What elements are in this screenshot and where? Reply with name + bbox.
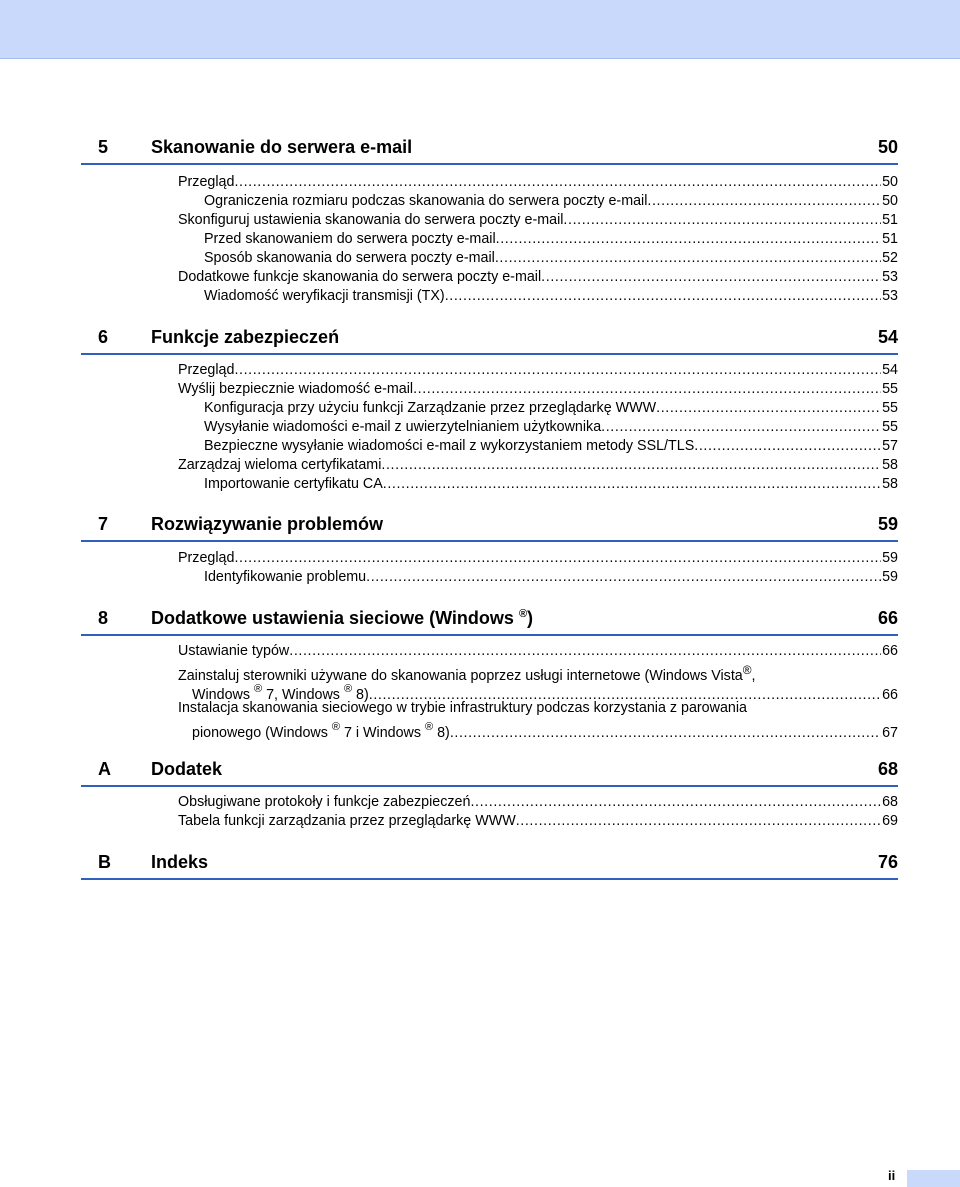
entry-text: Skonfiguruj ustawienia skanowania do serwera poczty e-mail bbox=[178, 212, 564, 228]
entry-page: 53 bbox=[882, 269, 898, 285]
chapter-page: 66 bbox=[877, 608, 898, 628]
leader-dots bbox=[496, 230, 881, 249]
leader-dots bbox=[647, 192, 881, 211]
chapter-number: 8 bbox=[98, 608, 109, 628]
chapter-page: 76 bbox=[877, 852, 898, 872]
toc-entry-multiline[interactable] bbox=[178, 699, 898, 741]
toc-entry[interactable] bbox=[178, 361, 898, 380]
entry-page: 53 bbox=[882, 288, 898, 304]
leader-dots bbox=[541, 268, 881, 287]
toc-entry[interactable] bbox=[204, 568, 898, 587]
leader-dots bbox=[470, 793, 881, 812]
entry-page: 55 bbox=[882, 381, 898, 397]
toc-entry[interactable] bbox=[178, 793, 898, 812]
leader-dots bbox=[601, 418, 881, 437]
chapter-page: 68 bbox=[877, 759, 898, 779]
entry-page: 55 bbox=[882, 419, 898, 435]
leader-dots bbox=[495, 249, 881, 268]
chapter-heading-a[interactable] bbox=[81, 751, 898, 787]
chapter-heading-5[interactable] bbox=[81, 129, 898, 165]
toc-entry[interactable] bbox=[178, 380, 898, 399]
entry-page: 59 bbox=[882, 550, 898, 566]
registered-mark: ® bbox=[518, 608, 528, 620]
registered-mark: ® bbox=[331, 721, 340, 733]
header-band bbox=[0, 0, 960, 59]
leader-dots bbox=[694, 437, 881, 456]
entry-page: 51 bbox=[882, 231, 898, 247]
entry-page: 55 bbox=[882, 400, 898, 416]
entry-text: Zarządzaj wieloma certyfikatami bbox=[178, 457, 382, 473]
footer-band bbox=[907, 1170, 960, 1187]
entry-text: Obsługiwane protokoły i funkcje zabezpieczeń bbox=[178, 794, 471, 810]
entry-text: Przegląd bbox=[178, 174, 235, 190]
entry-page: 68 bbox=[882, 794, 898, 810]
toc-entry[interactable] bbox=[204, 192, 898, 211]
leader-dots bbox=[381, 456, 881, 475]
toc-entry[interactable] bbox=[178, 268, 898, 287]
toc-entry[interactable] bbox=[204, 418, 898, 437]
leader-dots bbox=[563, 211, 881, 230]
toc-entry[interactable] bbox=[204, 399, 898, 418]
entry-page: 52 bbox=[882, 250, 898, 266]
chapter-page: 54 bbox=[877, 327, 898, 347]
entry-text: Ustawianie typów bbox=[178, 643, 290, 659]
entry-page: 50 bbox=[882, 193, 898, 209]
entry-text: Tabela funkcji zarządzania przez przeglądarkę WWW bbox=[178, 813, 516, 829]
entry-page: 59 bbox=[882, 569, 898, 585]
registered-mark: ® bbox=[343, 683, 353, 695]
entry-text: Przegląd bbox=[178, 550, 235, 566]
toc-entry[interactable] bbox=[204, 230, 898, 249]
entry-page: 66 bbox=[882, 687, 898, 703]
toc-entry[interactable] bbox=[204, 287, 898, 306]
leader-dots bbox=[234, 549, 881, 568]
entry-page: 67 bbox=[882, 725, 898, 741]
entry-text: Dodatkowe funkcje skanowania do serwera poczty e-mail bbox=[178, 269, 542, 285]
entry-text: Wysyłanie wiadomości e-mail z uwierzytelnianiem użytkownika bbox=[204, 419, 602, 435]
toc-entry[interactable] bbox=[204, 249, 898, 268]
entry-page: 58 bbox=[882, 476, 898, 492]
leader-dots bbox=[445, 287, 881, 306]
chapter-title: Rozwiązywanie problemów bbox=[151, 514, 384, 534]
toc-entry[interactable] bbox=[178, 211, 898, 230]
leader-dots bbox=[516, 812, 881, 831]
toc-entry-multiline[interactable] bbox=[178, 661, 898, 703]
entry-page: 57 bbox=[882, 438, 898, 454]
entry-text: Przed skanowaniem do serwera poczty e-mail bbox=[204, 231, 496, 247]
chapter-page: 59 bbox=[877, 514, 898, 534]
chapter-title: Dodatkowe ustawienia sieciowe (Windows ®) bbox=[151, 608, 534, 628]
toc-entry[interactable] bbox=[178, 173, 898, 192]
entry-text: Przegląd bbox=[178, 362, 235, 378]
entry-text: Ograniczenia rozmiaru podczas skanowania do serwera poczty e-mail bbox=[204, 193, 648, 209]
toc-entry[interactable] bbox=[178, 812, 898, 831]
chapter-number: 5 bbox=[98, 137, 109, 157]
toc-entry[interactable] bbox=[204, 437, 898, 456]
chapter-title: Skanowanie do serwera e-mail bbox=[151, 137, 413, 157]
chapter-number: 6 bbox=[98, 327, 109, 347]
page-number: ii bbox=[888, 1168, 896, 1183]
toc-entry[interactable] bbox=[178, 642, 898, 661]
chapter-heading-b[interactable] bbox=[81, 844, 898, 880]
entry-text: Wyślij bezpiecznie wiadomość e-mail bbox=[178, 381, 414, 397]
chapter-heading-6[interactable] bbox=[81, 319, 898, 355]
entry-page: 54 bbox=[882, 362, 898, 378]
chapter-page: 50 bbox=[877, 137, 898, 157]
entry-page: 58 bbox=[882, 457, 898, 473]
leader-dots bbox=[656, 399, 881, 418]
entry-text-line-2: Windows ® 7, Windows ® 8) bbox=[192, 683, 369, 703]
entry-page: 69 bbox=[882, 813, 898, 829]
leader-dots bbox=[366, 568, 881, 587]
leader-dots bbox=[383, 475, 881, 494]
entry-text: Konfiguracja przy użyciu funkcji Zarządzanie przez przeglądarkę WWW bbox=[204, 400, 657, 416]
registered-mark: ® bbox=[425, 721, 434, 733]
entry-text: Bezpieczne wysyłanie wiadomości e-mail z wykorzystaniem metody SSL/TLS bbox=[204, 438, 695, 454]
leader-dots bbox=[234, 173, 881, 192]
registered-mark: ® bbox=[253, 683, 263, 695]
entry-page: 50 bbox=[882, 174, 898, 190]
entry-text: Importowanie certyfikatu CA bbox=[204, 476, 383, 492]
chapter-heading-8[interactable] bbox=[81, 600, 898, 636]
chapter-number: B bbox=[98, 852, 111, 872]
registered-mark: ® bbox=[742, 663, 752, 677]
leader-dots bbox=[450, 724, 881, 743]
chapter-title: Dodatek bbox=[151, 759, 223, 779]
chapter-title: Funkcje zabezpieczeń bbox=[151, 327, 340, 347]
toc-entry[interactable] bbox=[178, 456, 898, 475]
chapter-number: A bbox=[98, 759, 111, 779]
leader-dots bbox=[234, 361, 881, 380]
entry-text: Identyfikowanie problemu bbox=[204, 569, 367, 585]
toc-entry[interactable] bbox=[178, 549, 898, 568]
entry-text-line-1: Instalacja skanowania sieciowego w trybie infrastruktury podczas korzystania z parowania bbox=[178, 700, 747, 716]
chapter-number: 7 bbox=[98, 514, 109, 534]
entry-text: Wiadomość weryfikacji transmisji (TX) bbox=[204, 288, 445, 304]
chapter-heading-7[interactable] bbox=[81, 506, 898, 542]
entry-page: 51 bbox=[882, 212, 898, 228]
entry-text-line-2: pionowego (Windows ® 7 i Windows ® 8) bbox=[192, 721, 450, 741]
entry-text: Sposób skanowania do serwera poczty e-mail bbox=[204, 250, 495, 266]
leader-dots bbox=[289, 642, 881, 661]
leader-dots bbox=[413, 380, 881, 399]
chapter-title: Indeks bbox=[151, 852, 209, 872]
entry-page: 66 bbox=[882, 643, 898, 659]
toc-entry[interactable] bbox=[204, 475, 898, 494]
entry-text-line-1: Zainstaluj sterowniki używane do skanowania poprzez usługi internetowe (Windows Vista®, bbox=[178, 663, 756, 684]
